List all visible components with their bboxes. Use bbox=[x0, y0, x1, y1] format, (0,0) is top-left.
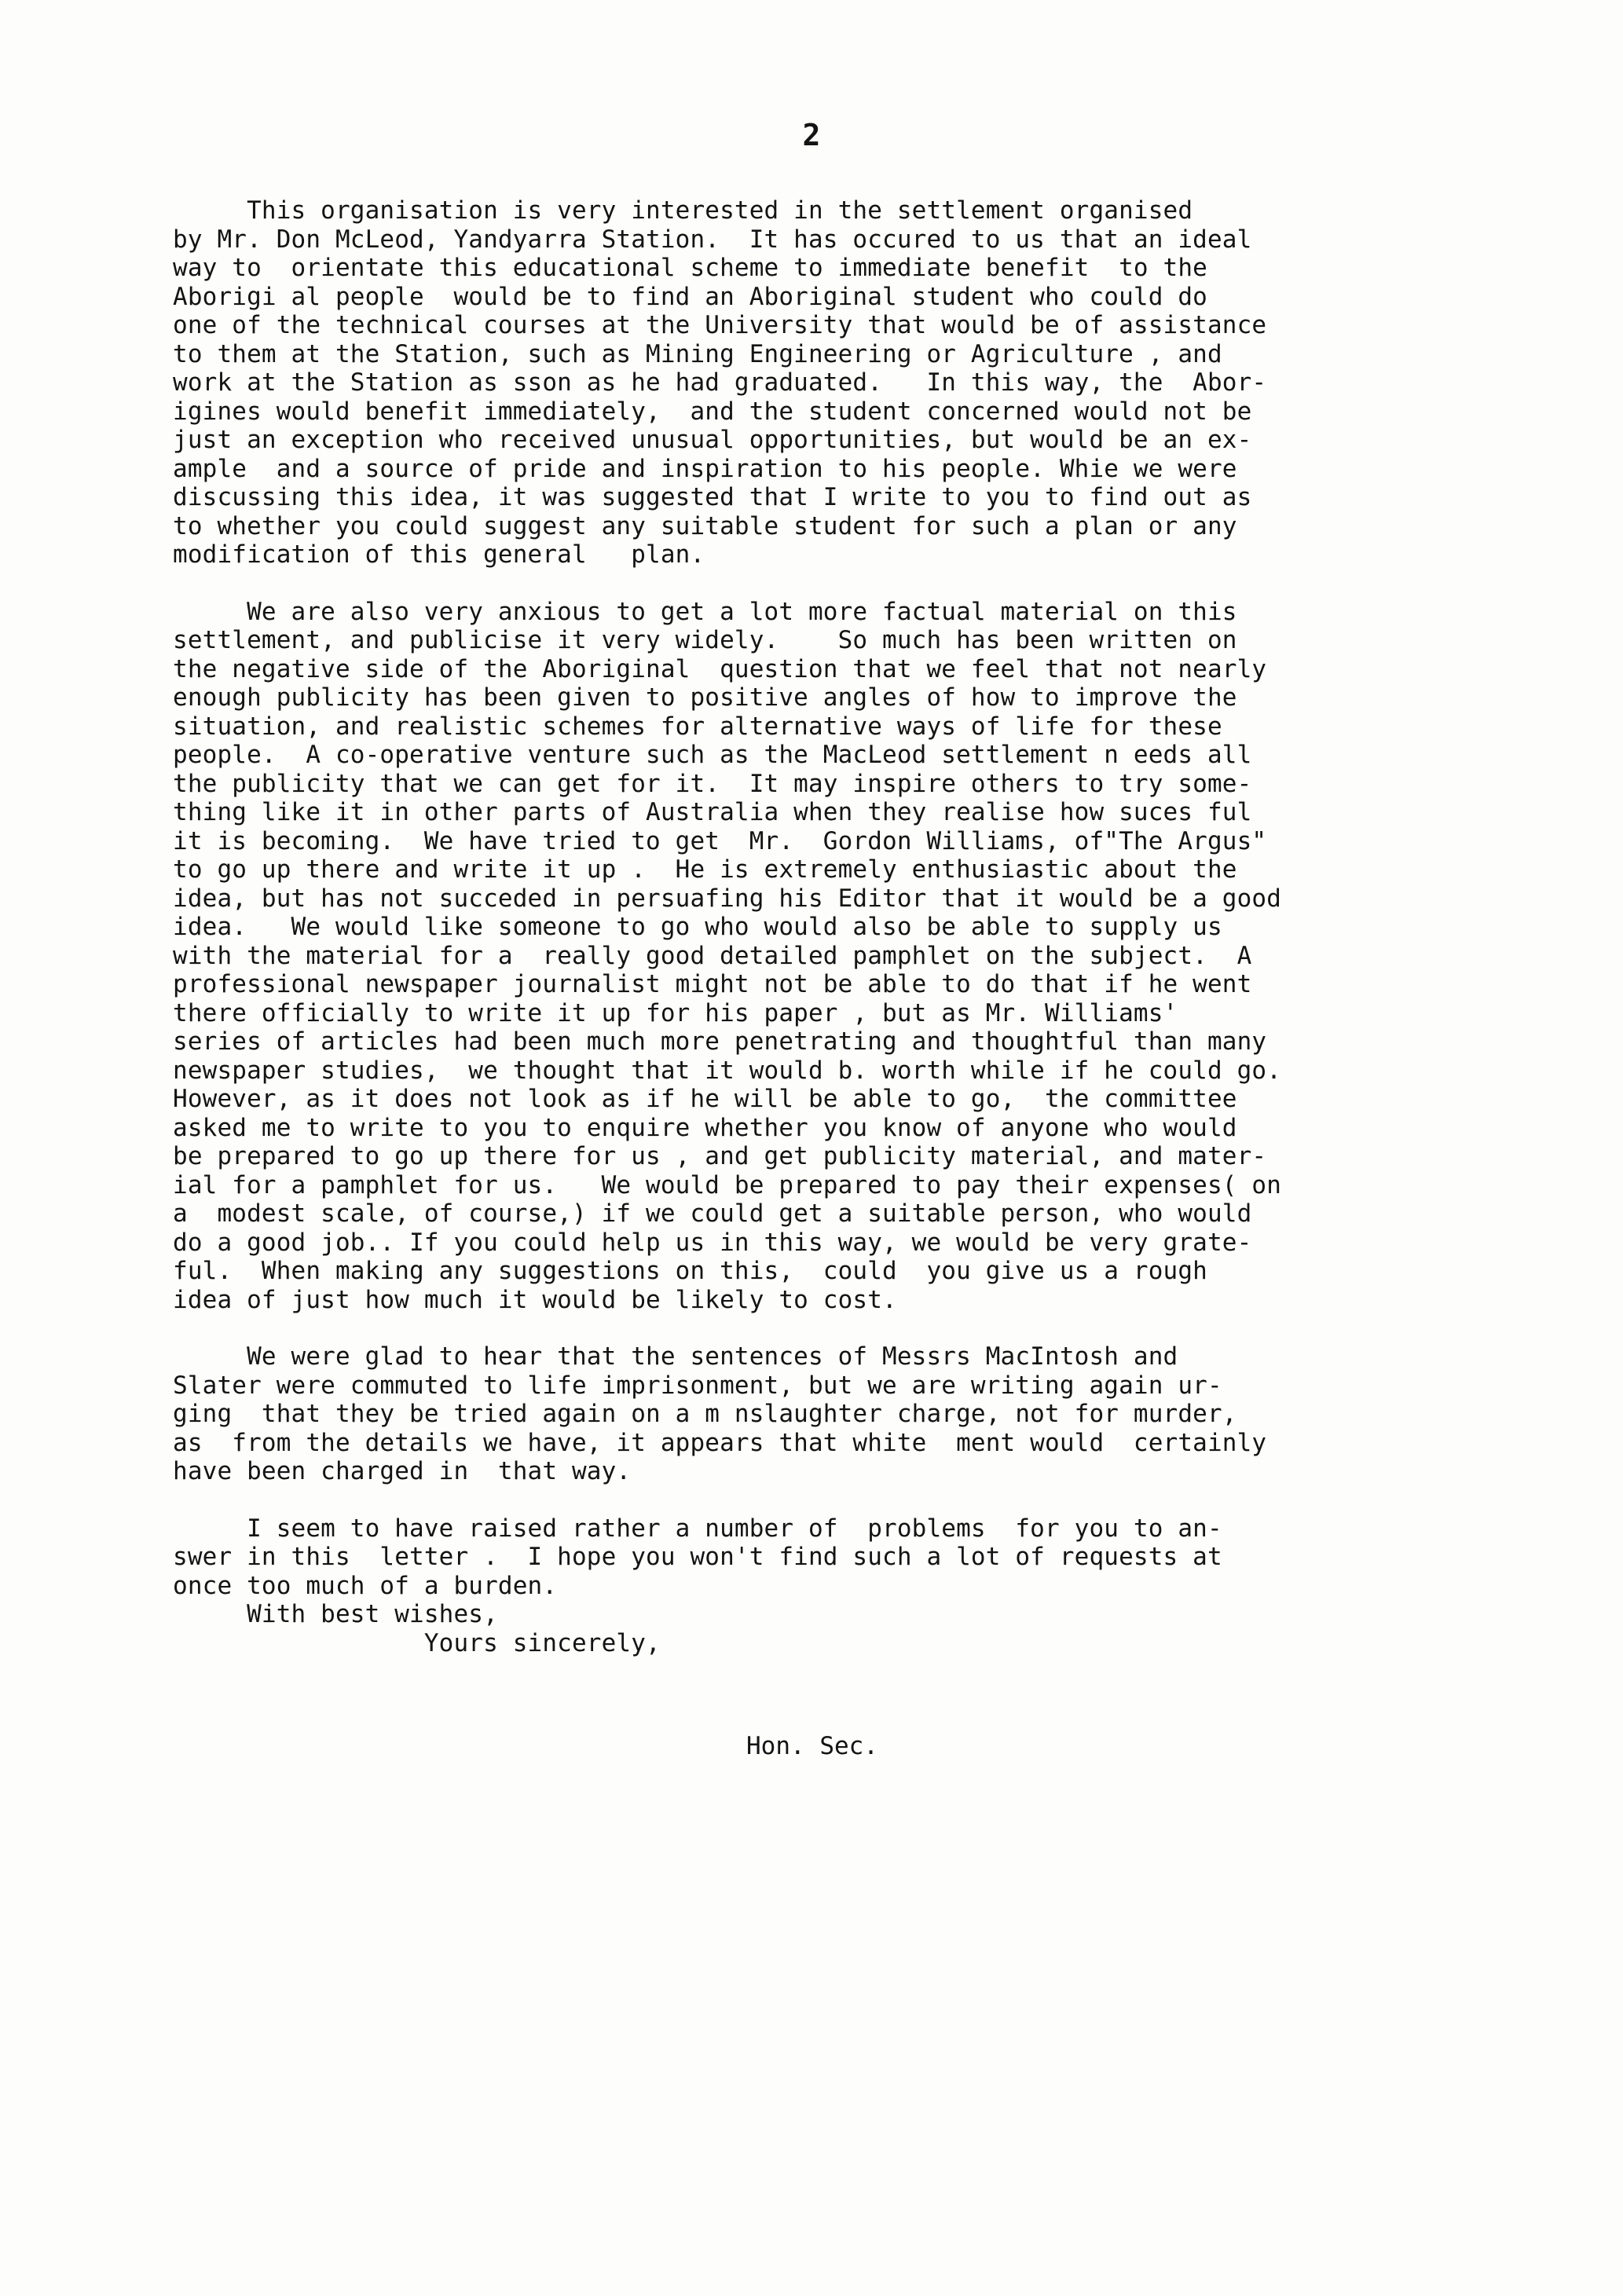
text-line: idea, but has not succeded in persuafing his Editor that it would be a good bbox=[173, 884, 1282, 913]
page-number: 2 bbox=[802, 118, 821, 152]
paragraph-publicity bbox=[173, 598, 1469, 1315]
signature-title: Hon. Sec. bbox=[746, 1732, 878, 1760]
text-line: situation, and realistic schemes for alternative ways of life for these bbox=[173, 712, 1222, 741]
text-line: there officially to write it up for his paper , but as Mr. Williams' bbox=[173, 998, 1178, 1027]
text-line: one of the technical courses at the University that would be of assistance bbox=[173, 311, 1267, 339]
text-line: ging that they be tried again on a m nslaughter charge, not for murder, bbox=[173, 1400, 1237, 1428]
salutation: With best wishes, bbox=[173, 1600, 498, 1628]
text-line: discussing this idea, it was suggested that I write to you to find out as bbox=[173, 483, 1252, 511]
text-line: ful. When making any suggestions on this, could you give us a rough bbox=[173, 1257, 1207, 1285]
text-line: We were glad to hear that the sentences of Messrs MacIntosh and bbox=[173, 1342, 1178, 1371]
text-line: work at the Station as sson as he had graduated. In this way, the Abor- bbox=[173, 368, 1267, 397]
text-line: as from the details we have, it appears that white ment would certainly bbox=[173, 1428, 1267, 1457]
paragraph-station-student bbox=[173, 196, 1469, 569]
text-line: thing like it in other parts of Australia when they realise how suces ful bbox=[173, 798, 1252, 826]
text-line: to go up there and write it up . He is extremely enthusiastic about the bbox=[173, 855, 1237, 884]
text-line: people. A co-operative venture such as the MacLeod settlement n eeds all bbox=[173, 741, 1252, 769]
valediction: Yours sincerely, bbox=[173, 1628, 661, 1657]
text-line: enough publicity has been given to positive angles of how to improve the bbox=[173, 683, 1237, 712]
text-line: However, as it does not look as if he will be able to go, the committee bbox=[173, 1085, 1237, 1113]
text-line: by Mr. Don McLeod, Yandyarra Station. It has occured to us that an ideal bbox=[173, 225, 1252, 254]
text-line: it is becoming. We have tried to get Mr. Gordon Williams, of"The Argus" bbox=[173, 826, 1267, 855]
text-line: This organisation is very interested in the settlement organised bbox=[173, 196, 1193, 225]
text-line: to whether you could suggest any suitable student for such a plan or any bbox=[173, 511, 1237, 540]
text-line: to them at the Station, such as Mining Engineering or Agriculture , and bbox=[173, 339, 1222, 368]
text-line: way to orientate this educational scheme to immediate benefit to the bbox=[173, 254, 1207, 282]
text-line: newspaper studies, we thought that it would b. worth while if he could go. bbox=[173, 1056, 1282, 1085]
paragraph-sentences bbox=[173, 1342, 1469, 1486]
text-line: ial for a pamphlet for us. We would be prepared to pay their expenses( on bbox=[173, 1170, 1282, 1199]
text-line: do a good job.. If you could help us in this way, we would be very grate- bbox=[173, 1228, 1252, 1257]
text-line: I seem to have raised rather a number of problems for you to an- bbox=[173, 1514, 1222, 1543]
text-line: with the material for a really good detailed pamphlet on the subject. A bbox=[173, 941, 1252, 970]
text-line: igines would benefit immediately, and the student concerned would not be bbox=[173, 397, 1252, 426]
text-line: settlement, and publicise it very widely. So much has been written on bbox=[173, 626, 1237, 654]
text-line: be prepared to go up there for us , and get publicity material, and mater- bbox=[173, 1142, 1267, 1170]
text-line: idea. We would like someone to go who would also be able to supply us bbox=[173, 913, 1222, 941]
text-line: just an exception who received unusual opportunities, but would be an ex- bbox=[173, 426, 1252, 454]
text-line: professional newspaper journalist might not be able to do that if he went bbox=[173, 970, 1252, 998]
text-line: modification of this general plan. bbox=[173, 540, 705, 569]
text-line: Slater were commuted to life imprisonment, but we are writing again ur- bbox=[173, 1371, 1222, 1400]
text-line: idea of just how much it would be likely to cost. bbox=[173, 1285, 897, 1314]
text-line: series of articles had been much more penetrating and thoughtful than many bbox=[173, 1027, 1267, 1056]
text-line: the publicity that we can get for it. It may inspire others to try some- bbox=[173, 769, 1252, 798]
text-line: the negative side of the Aboriginal question that we feel that not nearly bbox=[173, 654, 1267, 683]
text-line: We are also very anxious to get a lot more factual material on this bbox=[173, 597, 1237, 626]
text-line: asked me to write to you to enquire whether you know of anyone who would bbox=[173, 1113, 1237, 1142]
text-line: a modest scale, of course,) if we could get a suitable person, who would bbox=[173, 1199, 1252, 1228]
text-line: swer in this letter . I hope you won't find such a lot of requests at bbox=[173, 1543, 1222, 1571]
text-line: once too much of a burden. bbox=[173, 1571, 558, 1600]
text-line: have been charged in that way. bbox=[173, 1457, 632, 1485]
paragraph-closing bbox=[173, 1514, 1469, 1658]
text-line: Aborigi al people would be to find an Aboriginal student who could do bbox=[173, 282, 1207, 311]
letter-body bbox=[173, 196, 1469, 1686]
text-line: ample and a source of pride and inspiration to his people. Whie we were bbox=[173, 454, 1237, 483]
